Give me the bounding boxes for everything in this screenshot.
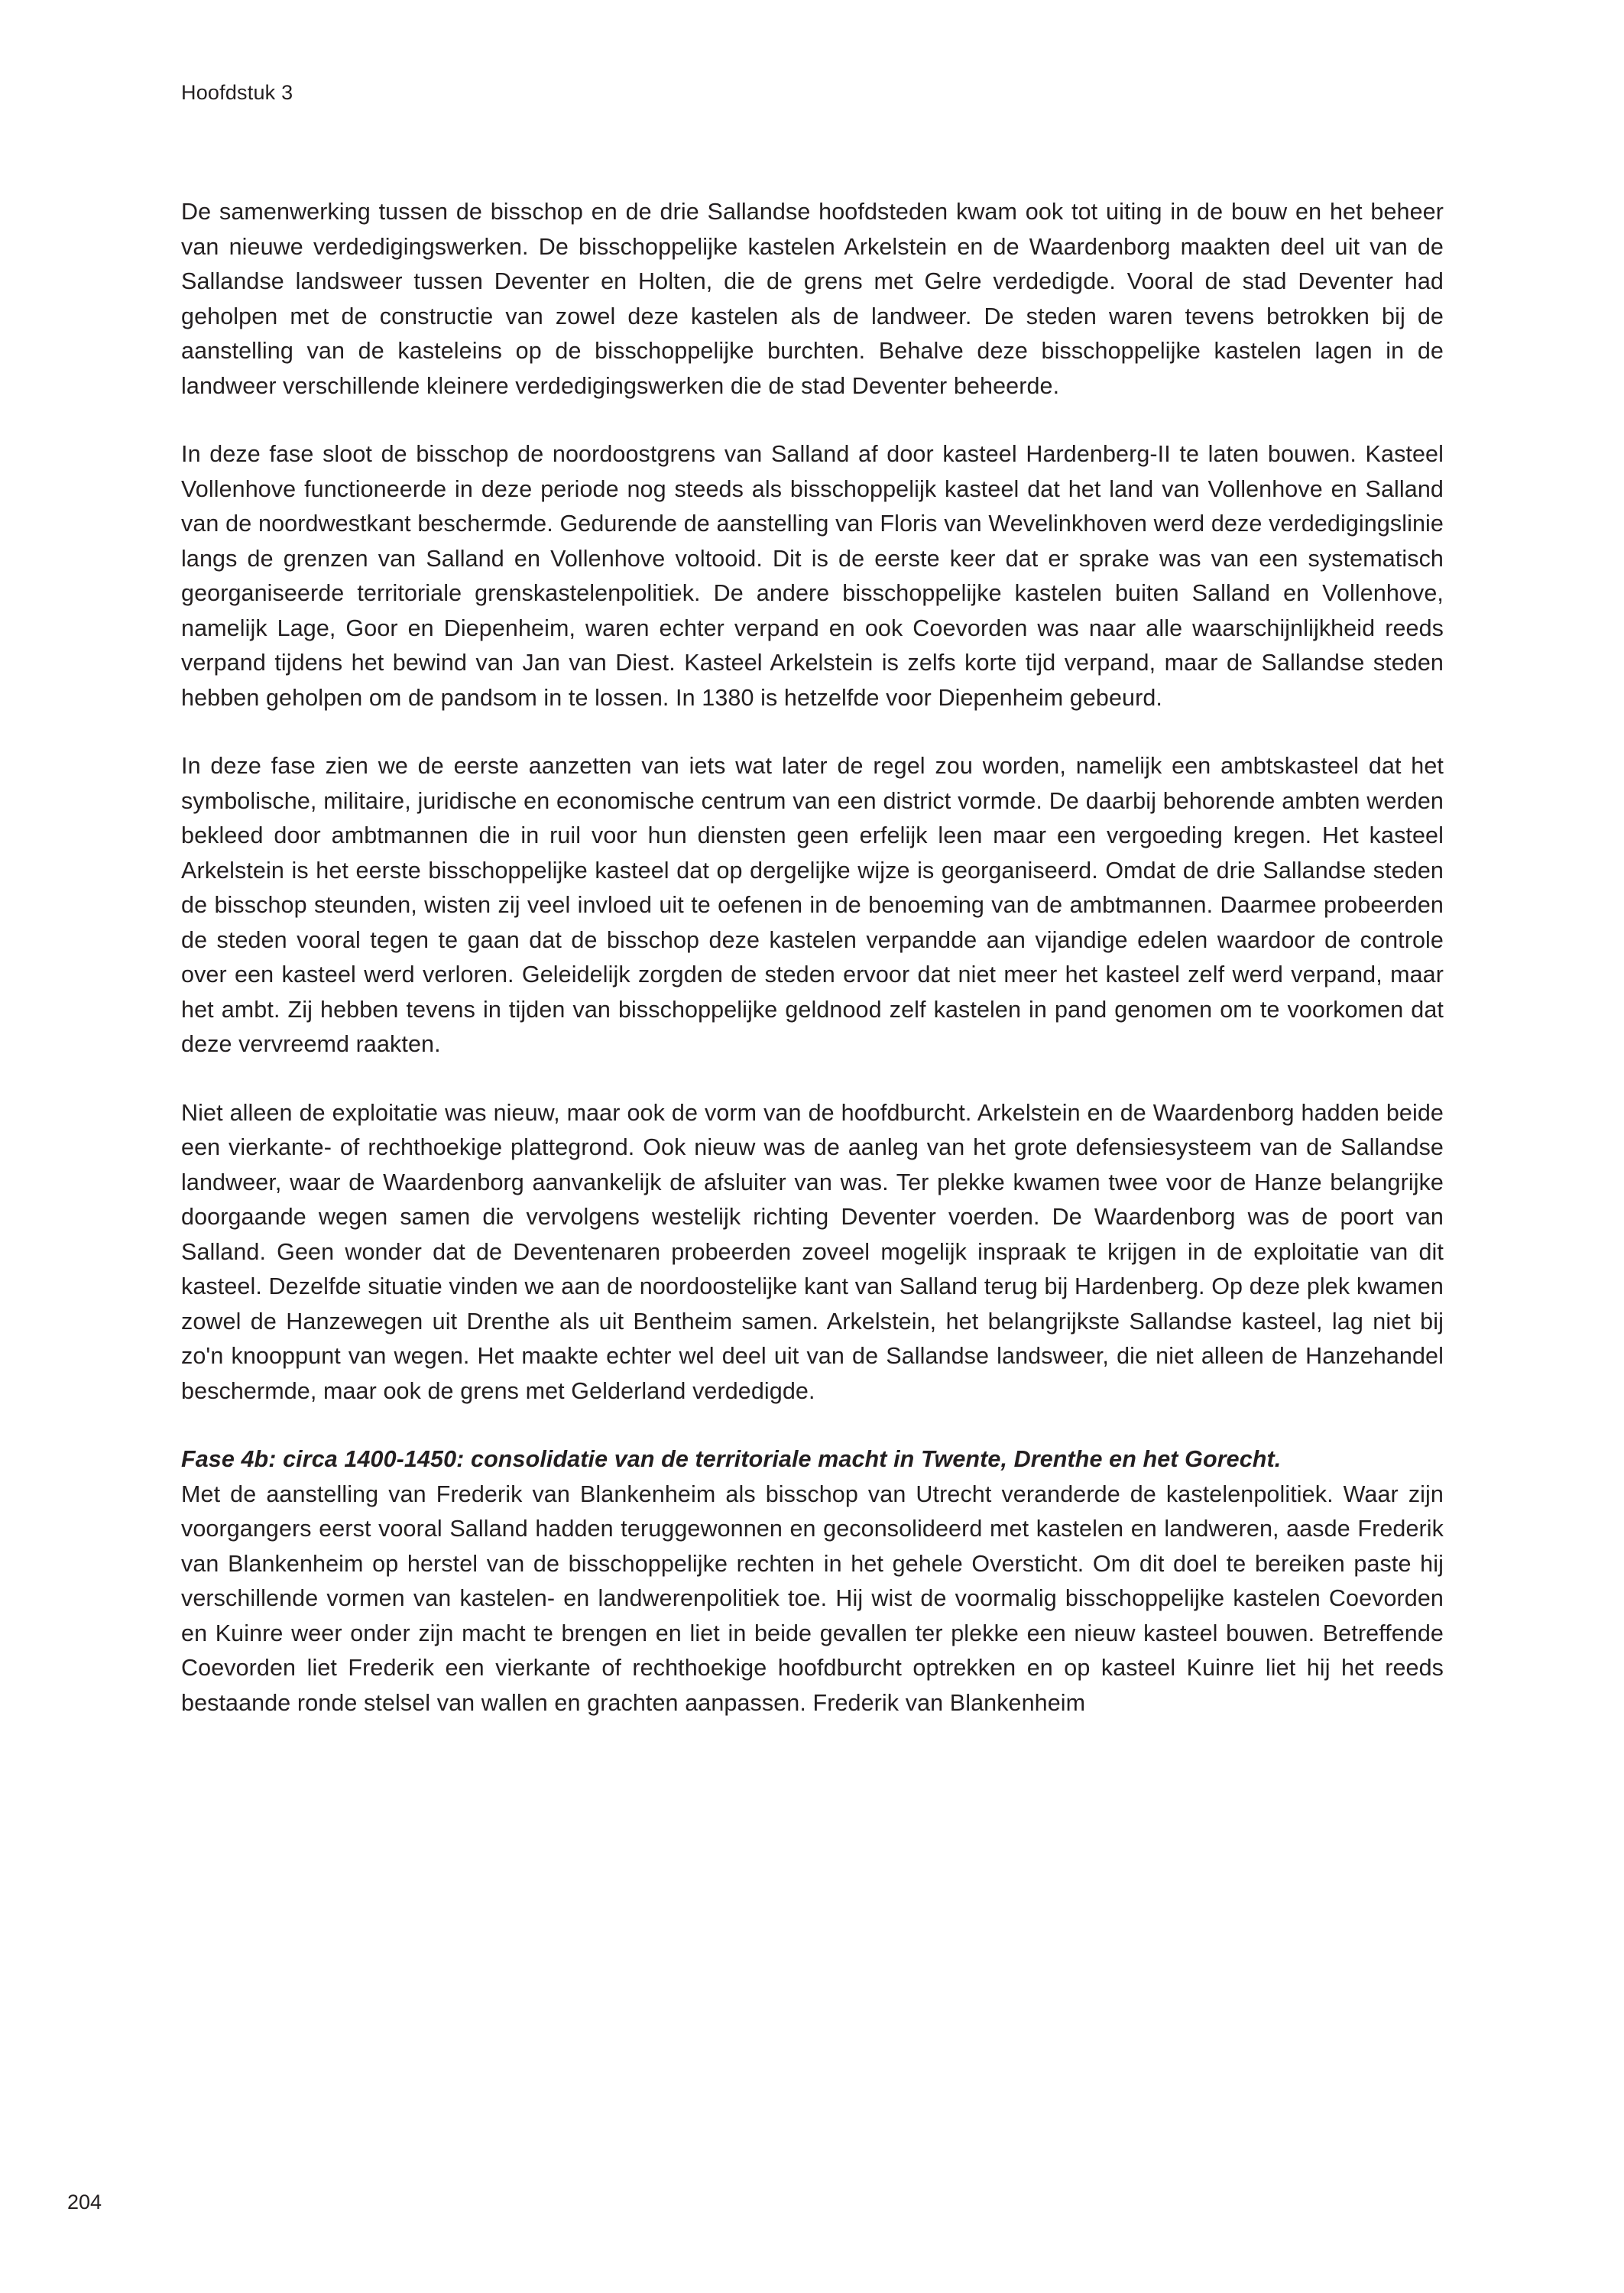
section-subheading: Fase 4b: circa 1400-1450: consolidatie van de territoriale macht in Twente, Drenthe en het Gorecht.: [181, 1446, 1282, 1472]
page-body: [181, 195, 1444, 1721]
running-head: Hoofdstuk 3: [181, 81, 293, 104]
body-paragraph: In deze fase sloot de bisschop de noordoostgrens van Salland af door kasteel Hardenberg-II te laten bouwen. Kasteel Vollenhove functioneerde in deze periode nog steeds als bisschoppelijk kasteel dat het land van Vollenhove en Salland van de noordwestkant beschermde. Gedurende de aanstelling van Floris van Wevelinkhoven werd deze verdedigingslinie langs de grenzen van Salland en Vollenhove voltooid. Dit is de eerste keer dat er sprake was van een systematisch georganiseerde territoriale grenskastelenpolitiek. De andere bisschoppelijke kastelen buiten Salland en Vollenhove, namelijk Lage, Goor en Diepenheim, waren echter verpand en ook Coevorden was naar alle waarschijnlijkheid reeds verpand tijdens het bewind van Jan van Diest. Kasteel Arkelstein is zelfs korte tijd verpand, maar de Sallandse steden hebben geholpen om de pandsom in te lossen. In 1380 is hetzelfde voor Diepenheim gebeurd.: [181, 441, 1444, 711]
page-number: 204: [67, 2191, 102, 2214]
body-paragraph: De samenwerking tussen de bisschop en de drie Sallandse hoofdsteden kwam ook tot uiting in de bouw en het beheer van nieuwe verdedigingswerken. De bisschoppelijke kastelen Arkelstein en de Waardenborg maakten deel uit van de Sallandse landsweer tussen Deventer en Holten, die de grens met Gelre verdedigde. Vooral de stad Deventer had geholpen met de constructie van zowel deze kastelen als de landweer. De steden waren tevens betrokken bij de aanstelling van de kasteleins op de bisschoppelijke burchten. Behalve deze bisschoppelijke kastelen lagen in de landweer verschillende kleinere verdedigingswerken die de stad Deventer beheerde.: [181, 199, 1444, 399]
body-paragraph: Niet alleen de exploitatie was nieuw, maar ook de vorm van de hoofdburcht. Arkelstein en de Waardenborg hadden beide een vierkante- of rechthoekige plattegrond. Ook nieuw was de aanleg van het grote defensiesysteem van de Sallandse landweer, waar de Waardenborg aanvankelijk de afsluiter van was. Ter plekke kwamen twee voor de Hanze belangrijke doorgaande wegen samen die vervolgens westelijk richting Deventer voerden. De Waardenborg was de poort van Salland. Geen wonder dat de Deventenaren probeerden zoveel mogelijk inspraak te krijgen in de exploitatie van dit kasteel. Dezelfde situatie vinden we aan de noordoostelijke kant van Salland terug bij Hardenberg. Op deze plek kwamen zowel de Hanzewegen uit Drenthe als uit Bentheim samen. Arkelstein, het belangrijkste Sallandse kasteel, lag niet bij zo'n knooppunt van wegen. Het maakte echter wel deel uit van de Sallandse landsweer, die niet alleen de Hanzehandel beschermde, maar ook de grens met Gelderland verdedigde.: [181, 1099, 1444, 1404]
body-paragraph: Met de aanstelling van Frederik van Blankenheim als bisschop van Utrecht veranderde de kastelenpolitiek. Waar zijn voorgangers eerst vooral Salland hadden teruggewonnen en geconsolideerd met kastelen en landweren, aasde Frederik van Blankenheim op herstel van de bisschoppelijke rechten in het gehele Oversticht. Om dit doel te bereiken paste hij verschillende vormen van kastelen- en landwerenpolitiek toe. Hij wist de voormalig bisschoppelijke kastelen Coevorden en Kuinre weer onder zijn macht te brengen en liet in beide gevallen ter plekke een nieuw kasteel bouwen. Betreffende Coevorden liet Frederik een vierkante of rechthoekige hoofdburcht optrekken en op kasteel Kuinre liet hij het reeds bestaande ronde stelsel van wallen en grachten aanpassen. Frederik van Blankenheim: [181, 1481, 1444, 1716]
body-paragraph: In deze fase zien we de eerste aanzetten van iets wat later de regel zou worden, namelijk een ambtskasteel dat het symbolische, militaire, juridische en economische centrum van een district vormde. De daarbij behorende ambten werden bekleed door ambtmannen die in ruil voor hun diensten geen erfelijk leen maar een vergoeding kregen. Het kasteel Arkelstein is het eerste bisschoppelijke kasteel dat op dergelijke wijze is georganiseerd. Omdat de drie Sallandse steden de bisschop steunden, wisten zij veel invloed uit te oefenen in de benoeming van de ambtmannen. Daarmee probeerden de steden vooral tegen te gaan dat de bisschop deze kastelen verpandde aan vijandige edelen waardoor de controle over een kasteel werd verloren. Geleidelijk zorgden de steden ervoor dat niet meer het kasteel zelf werd verpand, maar het ambt. Zij hebben tevens in tijden van bisschoppelijke geldnood zelf kastelen in pand genomen om te voorkomen dat deze vervreemd raakten.: [181, 753, 1444, 1057]
